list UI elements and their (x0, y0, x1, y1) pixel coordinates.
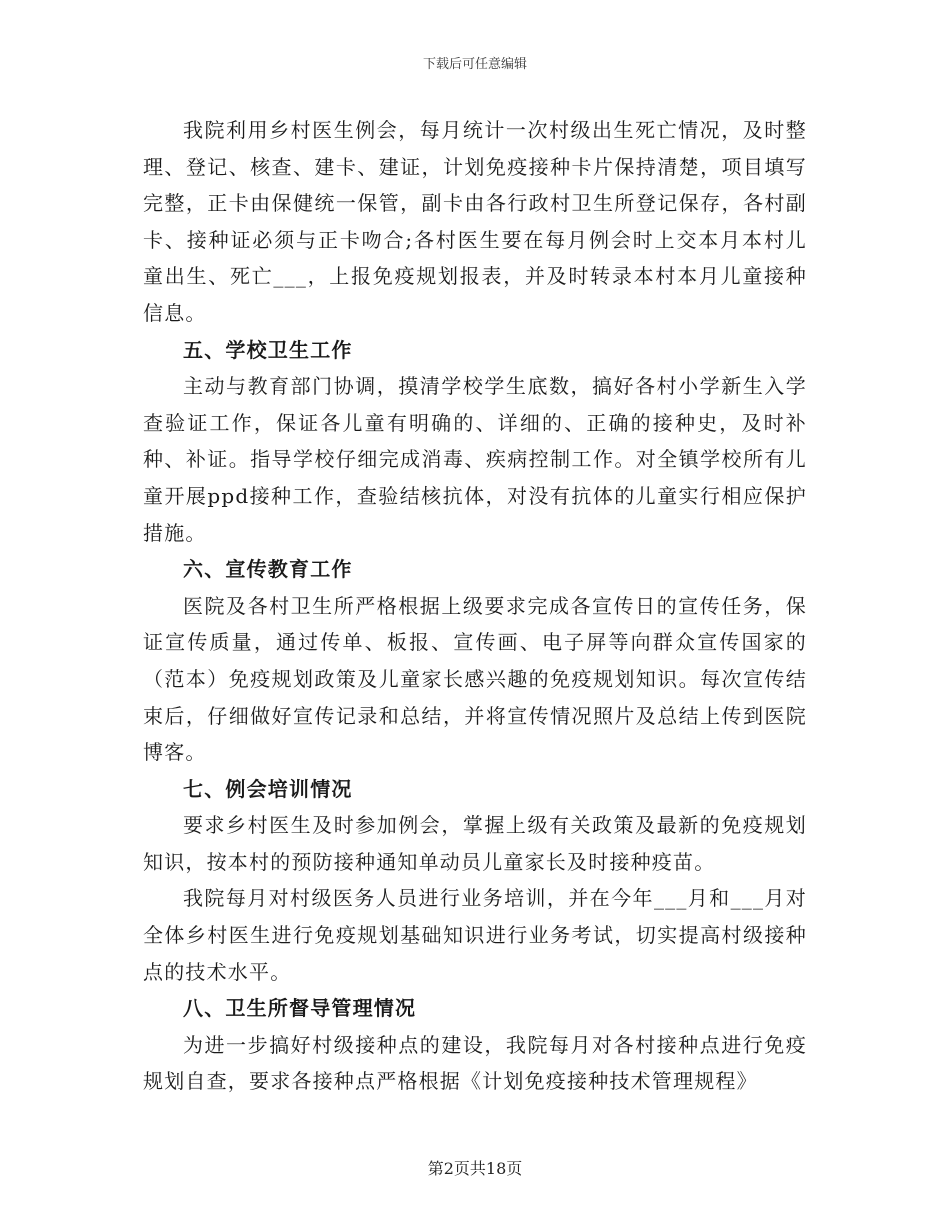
page-header: 下载后可任意编辑 (422, 57, 527, 72)
section-heading: 六、宣传教育工作 (183, 557, 353, 582)
paragraph: 医院及各村卫生所严格根据上级要求完成各宣传日的宣传任务，保证宣传质量，通过传单、板报、宣传画、电子屏等向群众宣传国家的（范本）免疫规划政策及儿童家长感兴趣的免疫规划知识。每次宣传结束后，仔细做好宣传记录和总结，并将宣传情况照片及总结上传到医院博客。 (143, 593, 807, 765)
section-heading: 五、学校卫生工作 (183, 337, 353, 362)
paragraph: 主动与教育部门协调，摸清学校学生底数，搞好各村小学新生入学查验证工作，保证各儿童有明确的、详细的、正确的接种史，及时补种、补证。指导学校仔细完成消毒、疾病控制工作。对全镇学校所有儿童开展ppd接种工作，查验结核抗体，对没有抗体的儿童实行相应保护措施。 (143, 374, 807, 545)
paragraph: 我院利用乡村医生例会，每月统计一次村级出生死亡情况，及时整理、登记、核查、建卡、建证，计划免疫接种卡片保持清楚，项目填写完整，正卡由保健统一保管，副卡由各行政村卫生所登记保存，各村副卡、接种证必须与正卡吻合;各村医生要在每月例会时上交本月本村儿童出生、死亡___，上报免疫规划报表，并及时转录本村本月儿童接种信息。 (143, 118, 807, 325)
section-heading: 七、例会培训情况 (183, 776, 353, 801)
document-body (143, 112, 807, 1100)
paragraph: 我院每月对村级医务人员进行业务培训，并在今年___月和___月对全体乡村医生进行免疫规划基础知识进行业务考试，切实提高村级接种点的技术水平。 (143, 886, 807, 984)
section-heading: 八、卫生所督导管理情况 (183, 996, 417, 1021)
paragraph: 为进一步搞好村级接种点的建设，我院每月对各村接种点进行免疫规划自查，要求各接种点严格根据《计划免疫接种技术管理规程》 (143, 1032, 807, 1094)
page-number-footer: 第2页共18页 (427, 1159, 523, 1178)
paragraph: 要求乡村医生及时参加例会，掌握上级有关政策及最新的免疫规划知识，按本村的预防接种通知单动员儿童家长及时接种疫苗。 (143, 813, 807, 874)
